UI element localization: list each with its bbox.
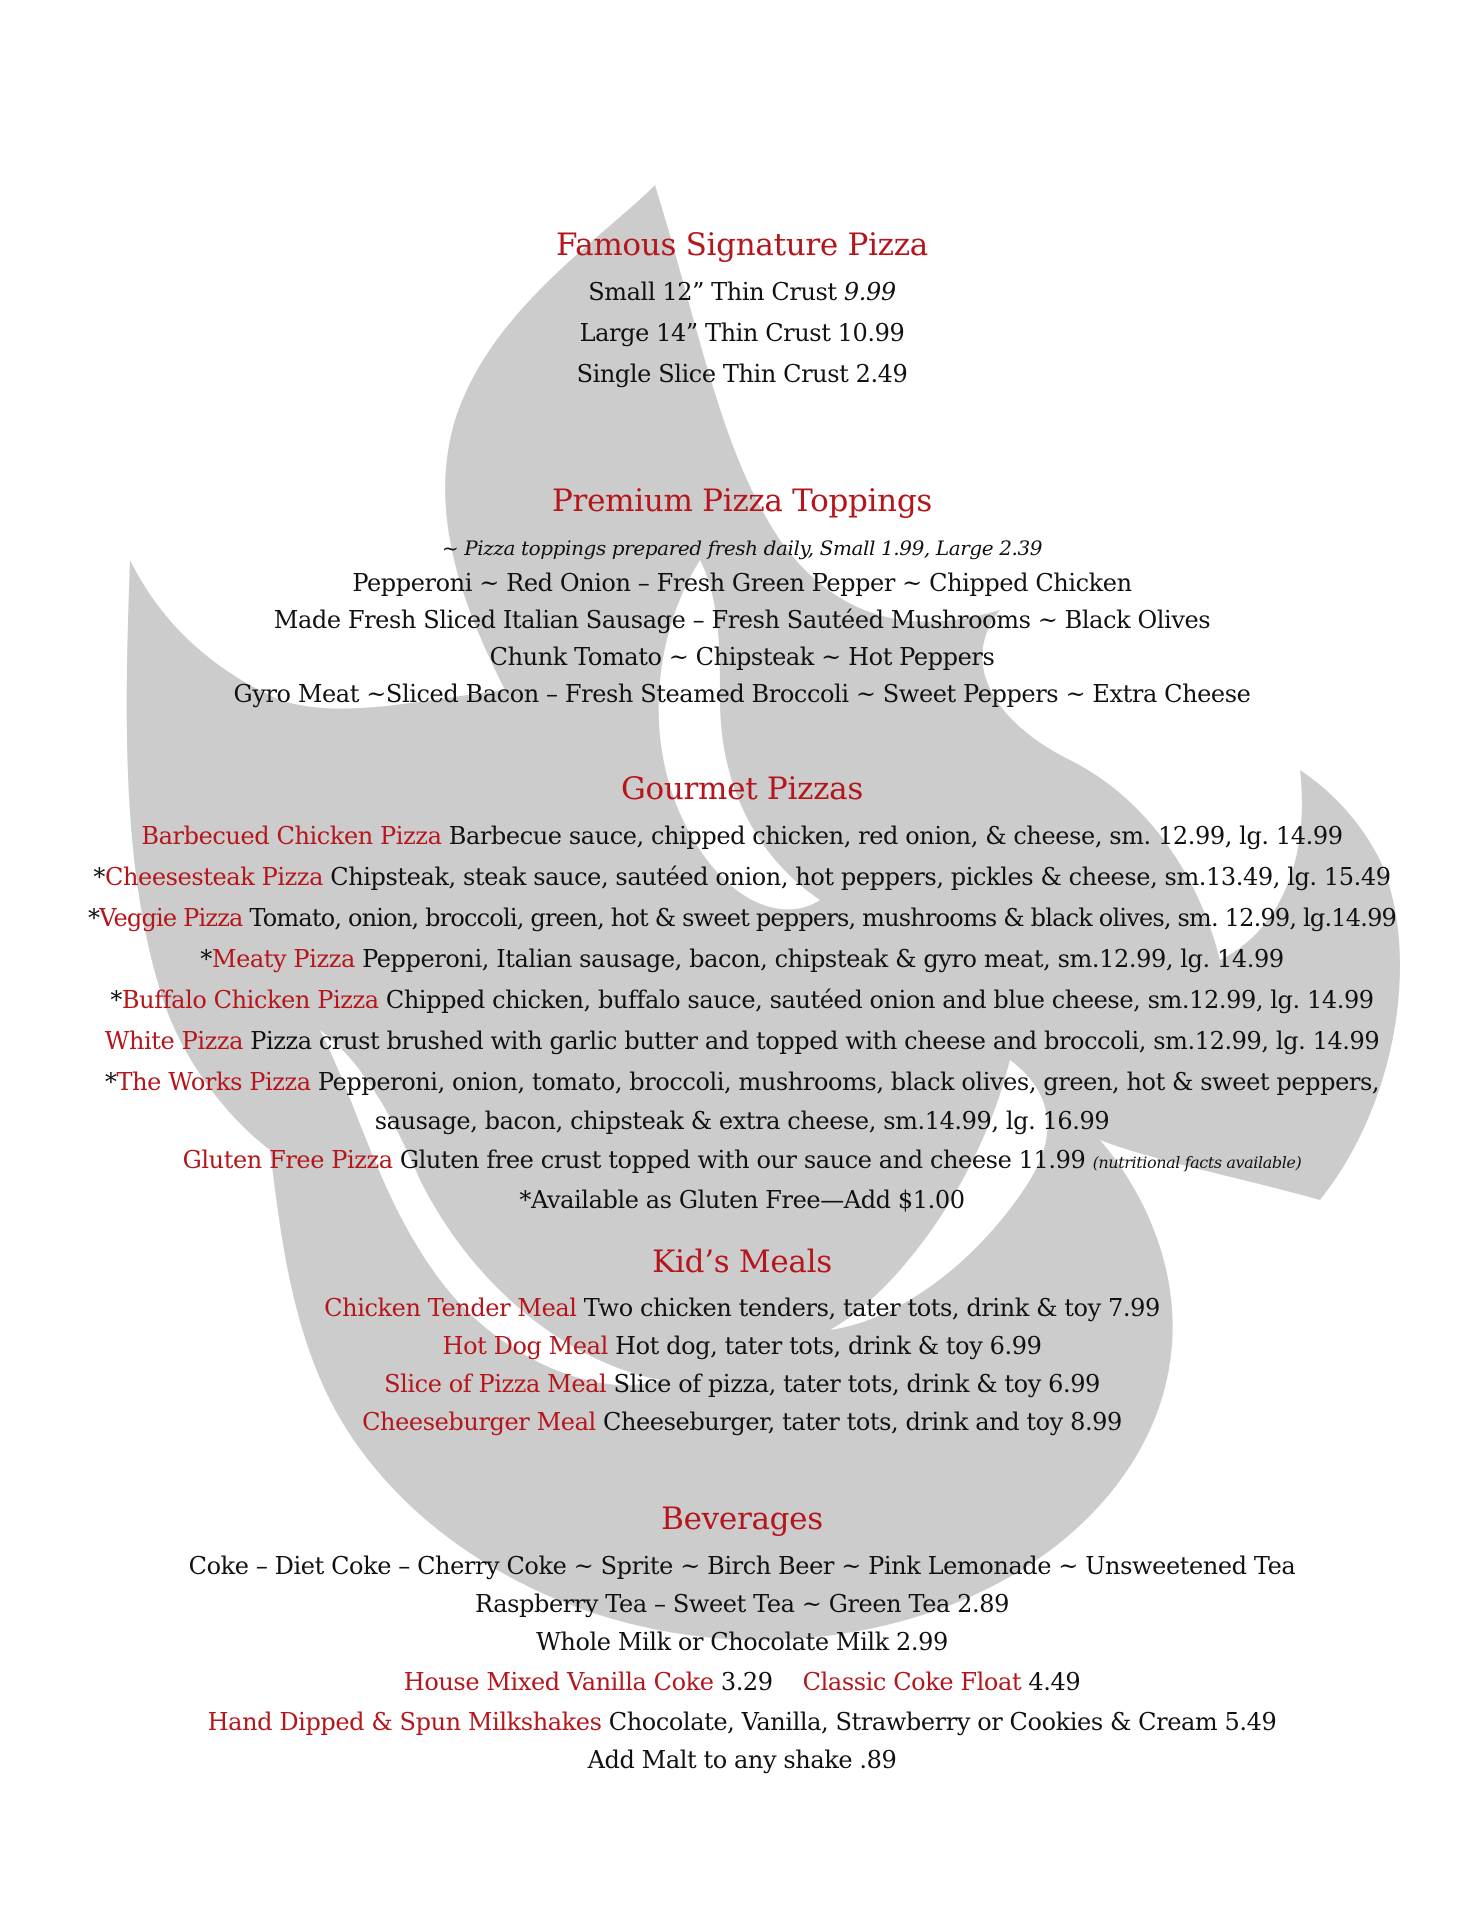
gourmet-item [0,1144,1484,1179]
item-name: House Mixed Vanilla Coke [403,1668,714,1696]
section-title-text: Premium Pizza Toppings [552,483,932,519]
item-text: Large 14” Thin Crust 10.99 [579,319,905,347]
item-desc: Gluten free crust topped with our sauce and cheese 11.99 [392,1146,1093,1174]
kids-item [0,1292,1484,1324]
item-name: Slice of Pizza Meal [384,1370,607,1398]
toppings-line: Gyro Meat ~Sliced Bacon – Fresh Steamed Broccoli ~ Sweet Peppers ~ Extra Cheese [233,680,1251,708]
gourmet-item [0,861,1484,893]
kids-item [0,1406,1484,1438]
item-name: Cheeseburger Meal [362,1408,596,1436]
item-price: 3.29 [713,1668,773,1696]
item-name: Hand Dipped & Spun Milkshakes [207,1708,602,1736]
gourmet-item [0,984,1484,1016]
item-note: (nutritional facts available) [1092,1153,1302,1172]
item-name: White Pizza [104,1027,244,1055]
section-title-text: Gourmet Pizzas [621,771,863,807]
item-name: Classic Coke Float [802,1668,1022,1696]
item-name: Gluten Free Pizza [182,1146,393,1174]
gourmet-item [0,902,1484,934]
beverage-specials [0,1666,1484,1698]
beverage-line: Whole Milk or Chocolate Milk 2.99 [536,1628,948,1656]
item-desc: Slice of pizza, tater tots, drink & toy 6.99 [606,1370,1100,1398]
item-name: Meaty Pizza [211,945,355,973]
item-prefix: * [87,904,100,932]
item-prefix: * [93,863,105,891]
item-desc: Cheeseburger, tater tots, drink and toy 8.99 [595,1408,1122,1436]
milkshake-line [0,1706,1484,1738]
item-price: 9.99 [843,278,896,306]
item-desc: Chipped chicken, buffalo sauce, sautéed onion and blue cheese, sm.12.99, lg. 14.99 [378,986,1374,1014]
beverage-line: Coke – Diet Coke – Cherry Coke ~ Sprite ~ Birch Beer ~ Pink Lemonade ~ Unsweetened Tea [188,1552,1296,1580]
item-price: 4.49 [1021,1668,1081,1696]
section-title-kids [0,1243,1484,1281]
kids-item [0,1330,1484,1362]
item-name: Hot Dog Meal [442,1332,608,1360]
item-prefix: * [104,1068,117,1096]
item-name: Barbecued Chicken Pizza [141,822,442,850]
item-desc: Pepperoni, onion, tomato, broccoli, mushrooms, black olives, green, hot & sweet peppers, [310,1068,1380,1096]
menu-line [0,276,1484,308]
gourmet-item [0,1025,1484,1057]
item-name: Chicken Tender Meal [324,1294,577,1322]
item-desc: Hot dog, tater tots, drink & toy 6.99 [607,1332,1042,1360]
item-prefix: * [200,945,212,973]
menu-line [0,317,1484,349]
item-text: Single Slice Thin Crust 2.49 [576,360,908,388]
section-title-toppings [0,482,1484,520]
section-title-text: Kid’s Meals [652,1244,832,1280]
item-name: Cheesesteak Pizza [105,863,324,891]
gluten-free-footnote: *Available as Gluten Free—Add $1.00 [519,1186,965,1214]
section-title-text: Beverages [661,1501,823,1537]
item-name: Veggie Pizza [99,904,243,932]
section-title-text: Famous Signature Pizza [556,227,928,263]
gourmet-item [0,820,1484,852]
item-name: Buffalo Chicken Pizza [121,986,379,1014]
item-desc: Two chicken tenders, tater tots, drink & toy 7.99 [576,1294,1160,1322]
toppings-line: Pepperoni ~ Red Onion – Fresh Green Pepper ~ Chipped Chicken [352,569,1132,597]
gourmet-item [0,1066,1484,1098]
item-desc: Chocolate, Vanilla, Strawberry or Cookies & Cream 5.49 [601,1708,1277,1736]
beverage-line: Raspberry Tea – Sweet Tea ~ Green Tea 2.89 [475,1590,1009,1618]
item-desc: Pizza crust brushed with garlic butter and topped with cheese and broccoli, sm.12.99, lg. 14.99 [243,1027,1380,1055]
item-prefix: * [110,986,122,1014]
item-desc: Tomato, onion, broccoli, green, hot & sweet peppers, mushrooms & black olives, sm. 12.99, lg.14.99 [242,904,1397,932]
menu-line [0,358,1484,390]
section-title-signature [0,226,1484,264]
item-desc: Chipsteak, steak sauce, sautéed onion, hot peppers, pickles & cheese, sm.13.49, lg. 15.49 [323,863,1391,891]
gourmet-item-continued: sausage, bacon, chipsteak & extra cheese, sm.14.99, lg. 16.99 [374,1107,1110,1135]
item-name: The Works Pizza [116,1068,311,1096]
toppings-line: Chunk Tomato ~ Chipsteak ~ Hot Peppers [489,643,995,671]
item-text: Small 12” Thin Crust [588,278,844,306]
section-title-beverages [0,1500,1484,1538]
gourmet-item [0,943,1484,975]
section-title-gourmet [0,770,1484,808]
toppings-line: Made Fresh Sliced Italian Sausage – Fresh Sautéed Mushrooms ~ Black Olives [273,606,1211,634]
malt-line: Add Malt to any shake .89 [587,1746,897,1774]
kids-item [0,1368,1484,1400]
item-desc: Pepperoni, Italian sausage, bacon, chipsteak & gyro meat, sm.12.99, lg. 14.99 [354,945,1284,973]
toppings-note: ~ Pizza toppings prepared fresh daily, Small 1.99, Large 2.39 [441,536,1043,560]
item-desc: Barbecue sauce, chipped chicken, red onion, & cheese, sm. 12.99, lg. 14.99 [441,822,1343,850]
